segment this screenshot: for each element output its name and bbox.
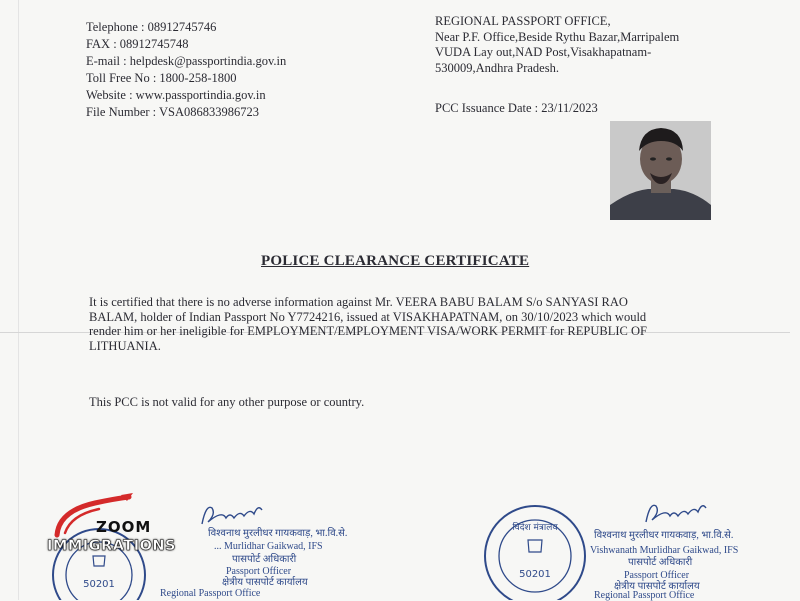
office-line-2: Near P.F. Office,Beside Rythu Bazar,Marripalem [435,29,680,44]
logo-line-1: ZOOM [96,518,152,536]
page-edge [18,0,19,600]
file-number: File Number : VSA086833986723 [86,105,260,119]
validity-note: This PCC is not valid for any other purpose or country. [89,395,365,409]
left-officer-hindi-title: पासपोर्ट अधिकारी [232,554,297,565]
left-officer-title: Passport Officer [226,566,292,577]
left-officer-name: ... Murlidhar Gaikwad, IFS [214,541,323,552]
certificate-body [89,295,709,353]
pcc-issuance-date: PCC Issuance Date : 23/11/2023 [435,101,598,115]
contact-block [86,19,286,104]
body-line: It is certified that there is no adverse information against Mr. VEERA BABU BALAM S/o SANYASI RAO [89,295,628,309]
body-line: BALAM, holder of Indian Passport No Y7724216, issued at VISAKHAPATNAM, on 30/10/2023 which would [89,309,647,324]
right-signature-icon [640,498,710,530]
right-office: Regional Passport Office [594,590,695,601]
certificate-title: POLICE CLEARANCE CERTIFICATE [261,253,530,269]
body-line: render him or her ineligible for EMPLOYMENT/EMPLOYMENT VISA/WORK PERMIT for REPUBLIC OF [89,324,647,338]
toll-free: Toll Free No : 1800-258-1800 [86,71,237,85]
left-officer-hindi-name: विश्वनाथ मुरलीधर गायकवाड़, भा.वि.से. [208,528,348,539]
office-line-1: REGIONAL PASSPORT OFFICE, [435,14,611,28]
office-address [435,14,679,76]
applicant-photo [610,121,711,220]
email: E-mail : helpdesk@passportindia.gov.in [86,54,287,68]
right-officer-hindi-name: विश्वनाथ मुरलीधर गायकवाड़, भा.वि.से. [594,530,734,541]
office-line-4: 530009,Andhra Pradesh. [435,60,559,75]
right-officer-name: Vishwanath Murlidhar Gaikwad, IFS [590,545,739,556]
seal-number: 50201 [83,579,115,590]
logo-line-2: IMMIGRATIONS [47,538,177,554]
fax: FAX : 08912745748 [86,37,189,51]
right-officer-hindi-title: पासपोर्ट अधिकारी [628,557,693,568]
right-office-hindi: क्षेत्रीय पासपोर्ट कार्यालय [614,581,700,592]
website: Website : www.passportindia.gov.in [86,88,266,102]
left-office: Regional Passport Office [160,588,261,599]
office-line-3: VUDA Lay out,NAD Post,Visakhapatnam- [435,45,652,59]
telephone: Telephone : 08912745746 [86,20,217,34]
right-seal-icon [480,500,590,600]
right-officer-title: Passport Officer [624,570,690,581]
body-line: LITHUANIA. [89,338,161,353]
seal-number: 50201 [519,569,551,580]
left-office-hindi: क्षेत्रीय पासपोर्ट कार्यालय [222,577,308,588]
seal-hindi-text: विदेश मंत्रालय [512,523,558,533]
person-photo-icon [610,121,711,220]
